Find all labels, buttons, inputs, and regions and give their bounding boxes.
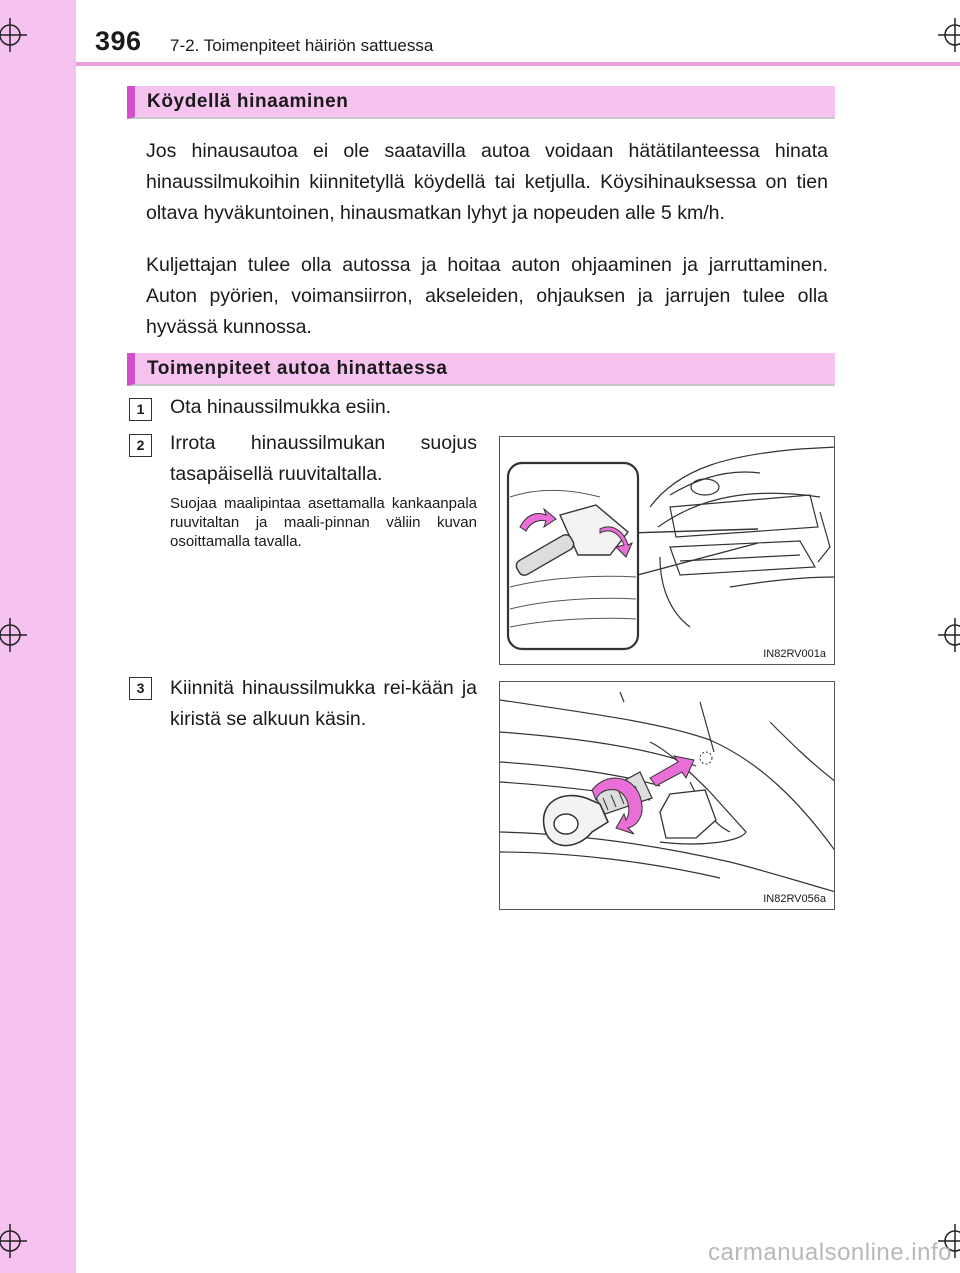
page-number: 396 (95, 26, 142, 56)
step-number-badge: 2 (129, 434, 152, 457)
registration-mark-icon (0, 18, 27, 52)
figure-code: IN82RV001a (763, 648, 826, 660)
section-heading-towing-steps (127, 353, 835, 386)
step-text: Irrota hinaussilmukan suojus tasapäisellä ruuvitaltalla. (170, 432, 477, 485)
figure-attach-towing-eye (499, 681, 835, 910)
registration-mark-icon (938, 18, 960, 52)
step-number-badge: 1 (129, 398, 152, 421)
step-number-badge: 3 (129, 677, 152, 700)
registration-mark-icon (938, 618, 960, 652)
chapter-title: 7-2. Toimenpiteet häiriön sattuessa (170, 36, 434, 55)
section-title: Toimenpiteet autoa hinattaessa (147, 358, 448, 379)
watermark: carmanualsonline.info (708, 1239, 952, 1266)
step-note: Suojaa maalipintaa asettamalla kankaanpala ruuvitaltan ja maali-pinnan väliin kuvan osoittamalla tavalla. (170, 495, 477, 550)
bumper-illustration-icon (500, 437, 835, 665)
body-paragraph: Kuljettajan tulee olla autossa ja hoitaa auton ohjaaminen ja jarruttaminen. Auton pyörien, voimansiirron, akseleiden, ohjauksen ja jarrujen tulee olla hyvässä kunnossa. (146, 254, 828, 338)
towing-eye-illustration-icon (500, 682, 835, 910)
body-paragraph: Jos hinausautoa ei ole saatavilla autoa voidaan hätätilanteessa hinata hinaussilmukoihin kiinnitetyllä köydellä tai ketjulla. Köysihinauksessa on tien oltava hyväkuntoinen, hinausmatkan lyhyt ja nopeuden alle 5 km/h. (146, 140, 828, 224)
figure-code: IN82RV056a (763, 893, 826, 905)
registration-mark-icon (0, 618, 27, 652)
header-rule (76, 62, 960, 66)
registration-mark-icon (0, 1224, 27, 1258)
section-heading-towing-rope (127, 86, 835, 119)
step-text: Ota hinaussilmukka esiin. (170, 396, 392, 418)
step-text: Kiinnitä hinaussilmukka rei-kään ja kiristä se alkuun käsin. (170, 677, 477, 730)
section-title: Köydellä hinaaminen (147, 91, 349, 112)
figure-cover-removal (499, 436, 835, 665)
arrow-icon (650, 756, 694, 786)
